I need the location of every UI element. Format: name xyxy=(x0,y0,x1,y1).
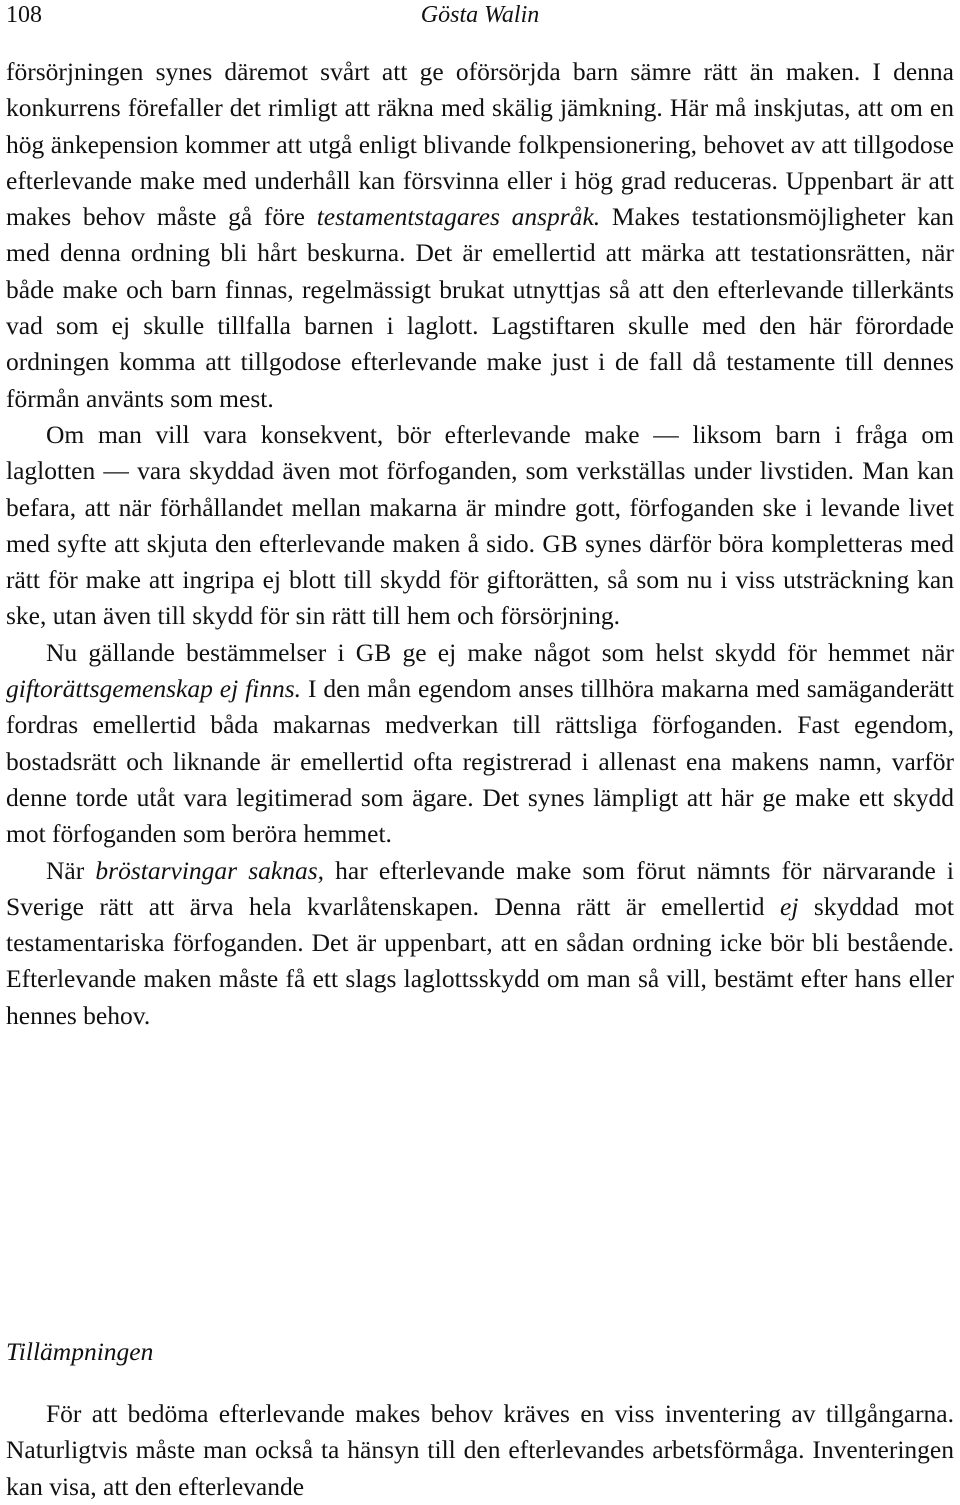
body-text xyxy=(6,54,954,1034)
italic-text-run: ej xyxy=(780,891,799,921)
text-run: försörjningen synes däremot svårt att ge oförsörjda barn sämre rätt än maken. I denna konkurrens förefaller det rimligt att räkna med skälig jämkning. Här må inskjutas, att om en hög änkepension kommer att utgå enligt blivande folkpensionering, behovet av att tillgodose efterlevande make med underhåll kan försvinna eller i hög grad reduceras. Uppenbart är att makes behov måste gå före xyxy=(6,57,954,232)
text-run: Nu gällande bestämmelser i GB ge ej make något som helst skydd för hemmet när xyxy=(46,637,954,667)
text-run: I den mån egendom anses tillhöra makarna med samäganderätt fordras emellertid båda makarnas medverkan till rättsliga förfoganden. Fast egendom, bostadsrätt och liknande är emellertid ofta registrerad i allenast ena makens namn, varför denne torde utåt vara legitimerad som ägare. Det synes lämpligt att här ge make ett skydd mot förfoganden som beröra hemmet. xyxy=(6,674,954,849)
text-run: För att bedöma efterlevande makes behov kräves en viss inventering av tillgångarna. Naturligtvis måste man också ta hänsyn till den efterlevandes arbetsförmåga. Inventeringen kan visa, att den efterlevande xyxy=(6,1399,954,1501)
section-body-text xyxy=(6,1396,954,1505)
text-run: skyddad mot testamentariska förfoganden. Det är uppenbart, att en sådan ordning icke bör bli bestående. Efterlevande maken måste få ett slags laglottsskydd om man så vill, bestämt efter hans eller hennes behov. xyxy=(6,891,954,1030)
italic-text-run: testamentstagares anspråk. xyxy=(316,202,601,232)
section-heading: Tillämpningen xyxy=(6,1337,154,1366)
paragraph xyxy=(6,635,954,853)
text-run: Om man vill vara konsekvent, bör efterlevande make — liksom barn i fråga om laglotten — vara skyddad även mot förfoganden, som verkställas under livstiden. Man kan befara, att när förhållandet mellan makarna är mindre gott, förfoganden ske i levande livet med syfte att skjuta den efterlevande maken å sido. GB synes därför böra kompletteras med rätt för make att ingripa ej blott till skydd för giftorätten, så som nu i viss utsträckning kan ske, utan även till skydd för sin rätt till hem och försörjning. xyxy=(6,419,954,631)
paragraph xyxy=(6,1396,954,1505)
italic-text-run: giftorättsgemenskap ej finns. xyxy=(6,674,302,704)
text-run: har efterlevande make som förut nämnts för närvarande i Sverige rätt att ärva hela kvarlåtenskapen. Denna rätt är emellertid xyxy=(6,855,954,921)
page-header xyxy=(6,0,954,32)
text-run: När xyxy=(46,855,96,885)
paragraph xyxy=(6,853,954,1034)
paragraph xyxy=(6,54,954,417)
running-head: Gösta Walin xyxy=(420,2,540,28)
text-run: Makes testationsmöjligheter kan med denna ordning bli hårt beskurna. Det är emellertid att märka att testationsrätten, när både make och barn finnas, regelmässigt brukat utnyttjas så att den efterlevande tillerkänts vad som ej skulle tillfalla barnen i laglott. Lagstiftaren skulle med den här förordade ordningen komma att tillgodose efterlevande make just i de fall då testamente till dennes förmån använts som mest. xyxy=(6,202,955,413)
paragraph xyxy=(6,417,954,635)
page-number: 108 xyxy=(6,2,42,28)
italic-text-run: bröstarvingar saknas, xyxy=(95,855,325,885)
